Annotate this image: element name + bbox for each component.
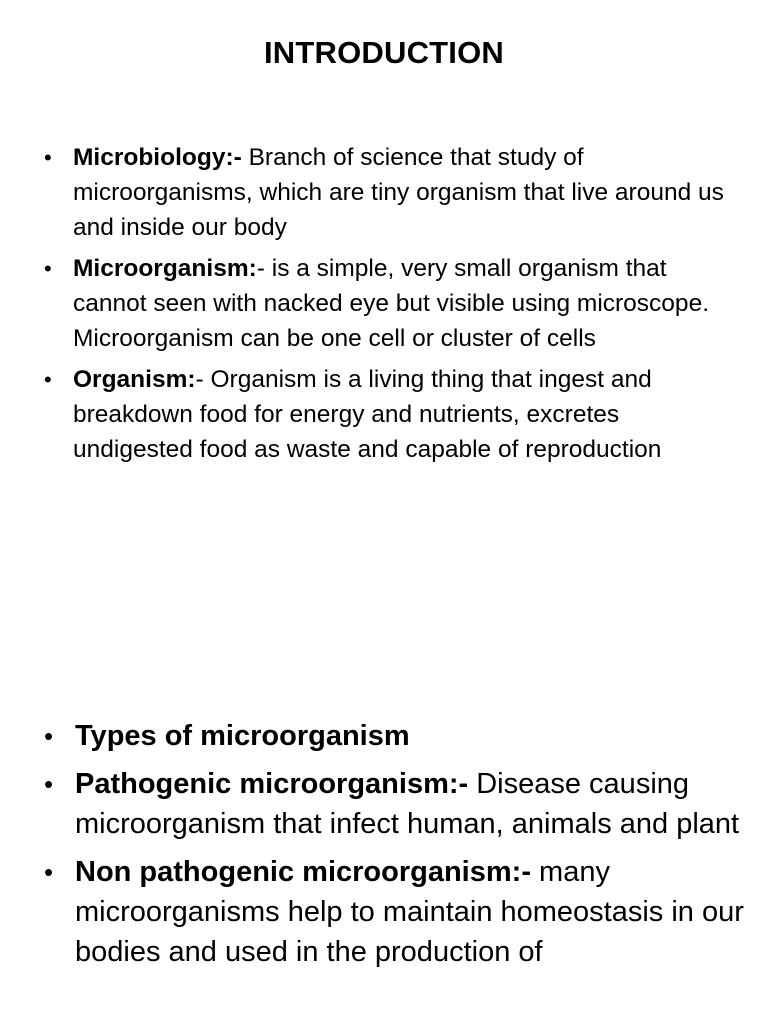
definition-term: Microorganism:: [73, 255, 257, 282]
types-list: [44, 716, 744, 980]
list-item-types-heading: [44, 716, 744, 756]
types-description: Disease causing microorganism that infect human, animals and plant: [75, 768, 740, 840]
definition-text: [73, 362, 744, 467]
bullet-icon: •: [44, 367, 52, 392]
bullet-icon: •: [44, 857, 54, 887]
list-item-microbiology: [44, 140, 744, 245]
definition-term: Organism:: [73, 366, 196, 393]
page-title: INTRODUCTION: [263, 35, 505, 70]
definition-description: - Organism is a living thing that ingest and breakdown food for energy and nutrients, excretes undigested food as waste and capable of reproduction: [73, 366, 662, 463]
bullet-icon: •: [44, 769, 54, 799]
definition-description: - is a simple, very small organism that cannot seen with nacked eye but visible using microscope. Microorganism can be one cell or cluster of cells: [73, 255, 709, 352]
types-text: [75, 852, 744, 972]
definitions-list: [44, 140, 744, 473]
types-text: [75, 764, 744, 844]
list-item-non-pathogenic: [44, 852, 744, 972]
bullet-icon: •: [44, 145, 52, 170]
types-term: Pathogenic microorganism:-: [75, 768, 469, 800]
definition-text: [73, 140, 744, 245]
list-item-organism: [44, 362, 744, 467]
definition-description: Branch of science that study of microorganisms, which are tiny organism that live around us and inside our body: [73, 144, 724, 241]
types-description: many microorganisms help to maintain homeostasis in our bodies and used in the production of: [75, 856, 744, 968]
bullet-icon: •: [44, 721, 54, 751]
types-term: Types of microorganism: [75, 720, 410, 752]
definition-text: [73, 251, 744, 356]
definition-term: Microbiology:-: [73, 144, 242, 171]
types-term: Non pathogenic microorganism:-: [75, 856, 531, 888]
types-text: [75, 716, 744, 756]
list-item-pathogenic: [44, 764, 744, 844]
bullet-icon: •: [44, 256, 52, 281]
list-item-microorganism: [44, 251, 744, 356]
